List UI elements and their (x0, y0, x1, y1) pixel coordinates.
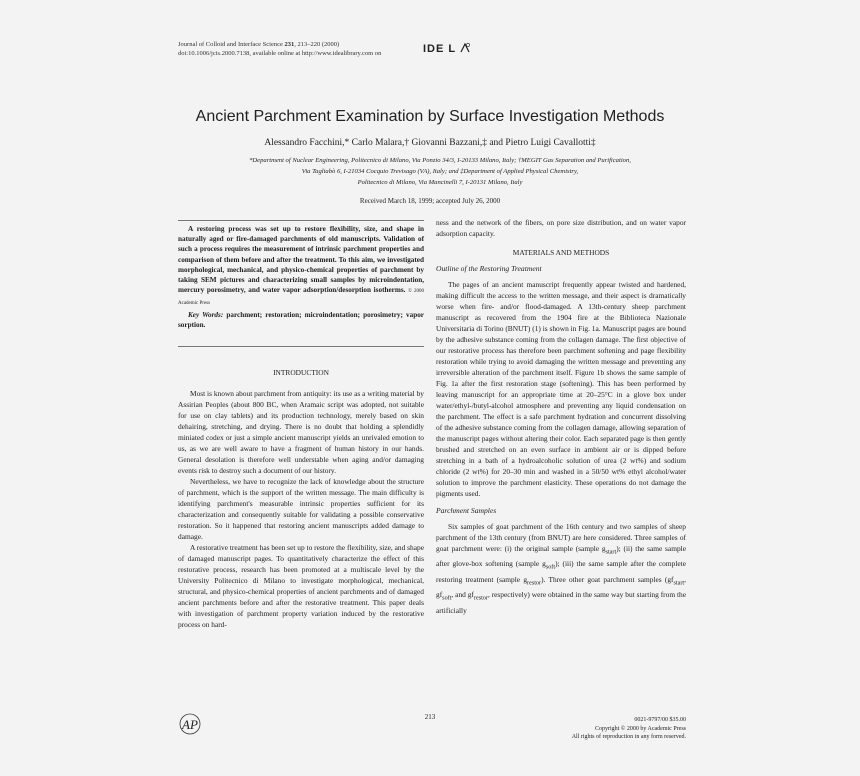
keywords: parchment; restoration; microindentation; porosimetry; vapor sorption. (178, 310, 425, 329)
page-number: 213 (424, 713, 436, 721)
journal-volume: 231 (284, 41, 295, 48)
received-dates: Received March 18, 1999; accepted July 26, 2000 (359, 197, 501, 205)
affiliation-line: Via Tagliabò 6, I-21034 Cocquio Trevisago (VA), Italy; and ‡Department of Applied Physical Chemistry, (301, 168, 579, 175)
samples-text: ); (iii) the same sample after the complete restoring treatment (sample g (436, 559, 686, 584)
samples-paragraph (436, 521, 686, 616)
intro-paragraph-3: A restorative treatment has been set up to restore the flexibility, size, and shape of damaged manuscript pages. To quantitatively characterize the effect of this restorative process, research has been promoted at a multiscale level by the University Politecnico di Milano to investigate morphological, mechanical, structural, and physico-chemical properties of ancient parchments and of damaged ancient parchments before and after the restorative treatment. This paper deals with investigation of parchment property variation induced by the restorative process on hard- (178, 543, 424, 630)
samples-text: , and gf (451, 590, 474, 600)
section-heading-materials-methods: MATERIALS AND METHODS (512, 248, 610, 257)
samples-text: , respectively) were obtained in the same way but starting from the artificially (436, 590, 687, 615)
copyright-line: Copyright © 2000 by Academic Press (594, 725, 686, 732)
journal-name: Journal of Colloid and Interface Science (178, 41, 285, 48)
subscript-start: start (673, 580, 685, 587)
ideal-logo-mark-icon (460, 43, 470, 53)
affiliation-line: Politecnico di Milano, Via Mancinelli 7, I-20131 Milano, Italy (357, 179, 523, 186)
abstract-copyright: © 2000 Academic Press (178, 289, 424, 307)
copyright-line: All rights of reproduction in any form reserved. (571, 734, 686, 740)
samples-text: ). Three other goat parchment samples (gf (541, 574, 674, 584)
ideal-logo-text: IDE L (423, 43, 456, 55)
copyright-line: 0021-9797/00 $35.00 (634, 717, 686, 723)
affiliations (200, 155, 680, 188)
intro-paragraph-1: Most is known about parchment from antiquity: its use as a writing material by Assirian Peoples (about 800 BC, when Aramaic script was adopted, not suitable for use on clay tablets) and its production technology, merely based on skin dehairing, stretching, and drying. There is no doubt that holding a splendidly miniated codex or just a simple ancient manuscript yields an unrivaled emotion to us, as we are well aware to have a fragment of human history in our hands. General desolation is therefore well understable when aging and/or damaging events risk to destroy such a document of our history. (178, 389, 424, 476)
subsection-heading-samples: Parchment Samples (436, 506, 497, 515)
ideal-logo (423, 43, 470, 55)
samples-text: Six samples of goat parchment of the 16th century and two samples of sheep parchment of the 13th century (from BNUT) are here considered. Three samples of goat parchment were: (i) the original sample (sample g (436, 522, 686, 553)
intro-paragraph-2: Nevertheless, we have to recognize the lack of knowledge about the structure of parchment, which is the support of the written message. The main difficulty is identifying parchment's measurable intrinsic properties sufficient for its characterization and consequently suitable for validating a possible conservative restoration. So it happened that restoring ancient manuscripts added damage to damage. (178, 477, 424, 542)
subscript-restor: restor (527, 580, 542, 587)
paper-authors: Alessandro Facchini,* Carlo Malara,† Giovanni Bazzani,‡ and Pietro Luigi Cavallotti‡ (264, 138, 596, 148)
affiliation-line: *Department of Nuclear Engineering, Politecnico di Milano, Via Ponzio 34/3, I-20133 Milano, Italy; †MEGIT Gas Separation and Purification, (249, 157, 631, 164)
keywords-paragraph (178, 310, 424, 330)
paper-title: Ancient Parchment Examination by Surface Investigation Methods (195, 108, 665, 125)
journal-pages: , 213–220 (2000) (294, 41, 340, 48)
continued-paragraph: ness and the network of the fibers, on pore size distribution, and on water vapor adsorption capacity. (436, 218, 686, 238)
subscript-soft: soft (545, 564, 556, 571)
left-column (178, 224, 424, 630)
subsection-heading-restoring: Outline of the Restoring Treatment (436, 264, 542, 273)
abstract (178, 224, 424, 330)
samples-text: ); (ii) the same sample after glove-box softening (sample g (436, 544, 686, 569)
materials-paragraph-1: The pages of an ancient manuscript frequently appear twisted and hardened, making difficult the access to the written message, and their aspect is dramatically worse when fire- and/or flood-damaged. A 13th-century sheep parchment manuscript as recovered from the 1904 fire at the Biblioteca Nazionale Universitaria di Torino (BNUT) (1) is shown in Fig. 1a. Manuscript pages are bound by the adhesive substance coming from the collagen damage. The first objective of our restorative process has therefore been parchment softening and page flexibility restoration while trying to avoid damaging the written message and preventing any irreversible alteration of the parchment itself. Figure 1b shows the same sample of Fig. 1a after the first restoration stage (softening). This has been performed by leaving manuscript for an appropriate time at 20–25°C in a glove box under water/ethyl-/butyl-alcohol atmosphere and preventing any liquid condensation on the parchment. The effect is a safe parchment hydration and concurrent dissolving of the adhesive substance coming from the collagen damage, allowing separation of the manuscript pages without altering their color. Each separated page is then gently brushed and stretched on an even surface in ambient air or is dipped before stretching in a bath of a hydroalcoholic solution of urea (2 wt%) and sodium chloride (2 wt%) for 20–30 min and washed in a 50/50 wt% ethyl alcohol/water solution to improve the parchment elasticity. These operations do not damage the pigments used. (436, 280, 686, 498)
abstract-rule-top (178, 220, 424, 221)
samples-text: , gf (436, 574, 686, 600)
subscript-soft: soft (442, 595, 452, 602)
journal-doi: doi:10.1006/jcis.2000.7138, available online at http://www.idealibrary.com on (178, 50, 382, 57)
section-heading-introduction: INTRODUCTION (273, 368, 329, 378)
spacer (178, 330, 424, 367)
right-column (436, 217, 686, 616)
copyright-block (520, 716, 686, 742)
subscript-start: start (605, 549, 617, 556)
spacer (436, 239, 686, 247)
logo-text: AP (182, 717, 198, 732)
subscript-restor: restor (473, 595, 488, 602)
abstract-text: A restoring process was set up to restore flexibility, size, and shape in naturally aged or fire-damaged parchments of old manuscripts. Validation of such a process requires the measurement of intrinsic parchment properties and comparison of them before and after the treatment. To this aim, we investigated morphological, mechanical, and physico-chemical properties of parchment by taking SEM pictures and characterizing small samples by microindentation, mercury porosimetry, and water vapor adsorption/desorption isotherms. (178, 225, 424, 295)
keywords-label: Key Words: (188, 310, 224, 319)
abstract-paragraph (178, 224, 424, 310)
spacer (178, 378, 424, 388)
